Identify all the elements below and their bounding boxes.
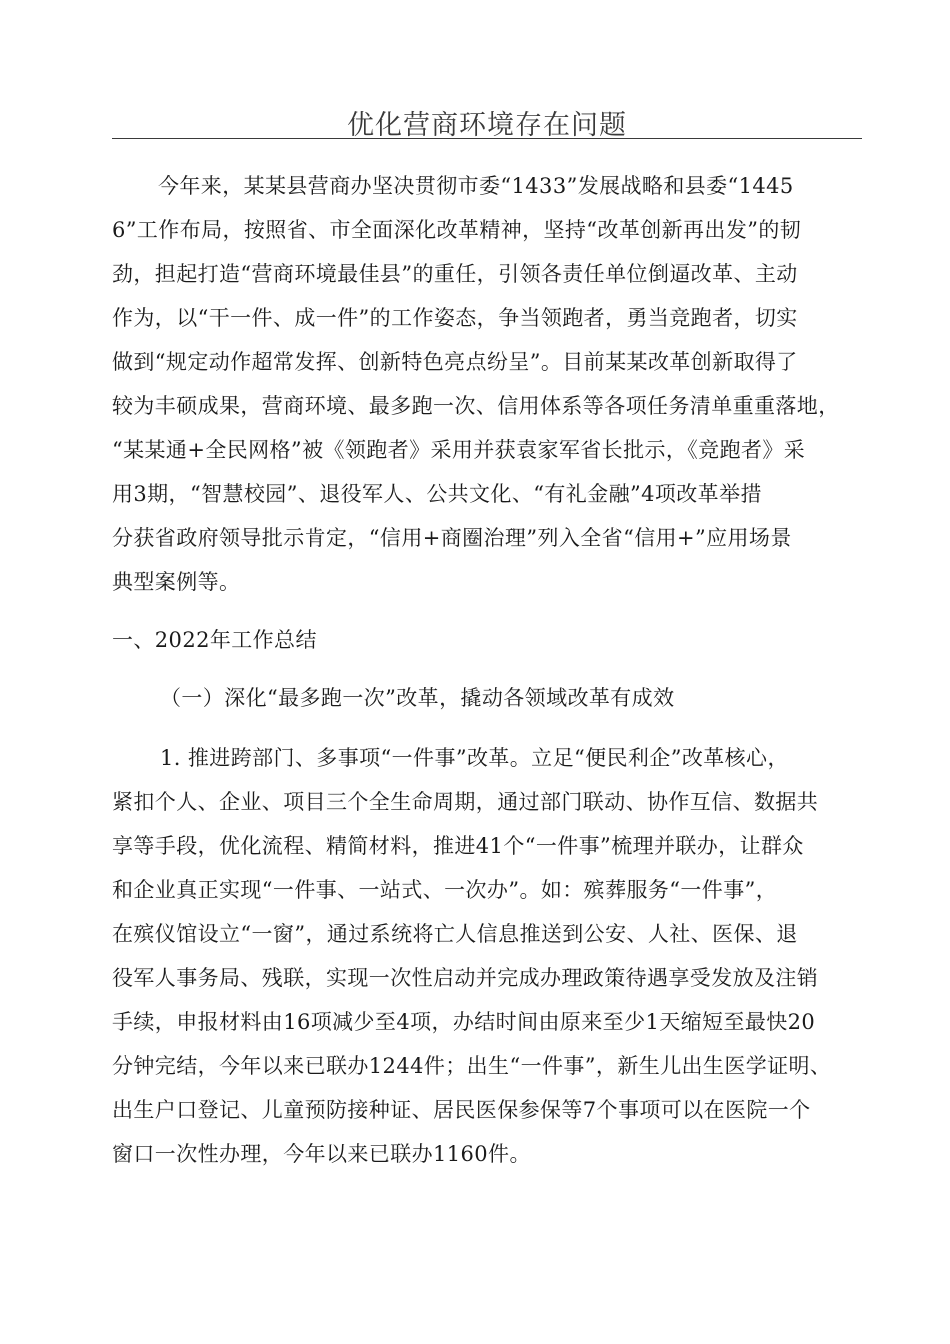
paragraph-line: 用3期，“智慧校园”、退役军人、公共文化、“有礼金融”4项改革举措 <box>112 482 762 506</box>
paragraph-line: 6”工作布局，按照省、市全面深化改革精神，坚持“改革创新再出发”的韧 <box>112 218 802 242</box>
paragraph-line: 手续，申报材料由16项减少至4项，办结时间由原来至少1天缩短至最快20 <box>112 1010 816 1034</box>
subsection-heading: （一）深化“最多跑一次”改革，撬动各领域改革有成效 <box>160 686 675 710</box>
paragraph-line: 今年来，某某县营商办坚决贯彻市委“1433”发展战略和县委“1445 <box>158 174 794 198</box>
paragraph-line: 享等手段，优化流程、精简材料，推进41个“一件事”梳理并联办，让群众 <box>112 834 804 858</box>
paragraph-line: 分获省政府领导批示肯定，“信用+商圈治理”列入全省“信用+”应用场景 <box>112 526 792 550</box>
paragraph-line: 在殡仪馆设立“一窗”，通过系统将亡人信息推送到公安、人社、医保、退 <box>112 922 798 946</box>
paragraph-line: 做到“规定动作超常发挥、创新特色亮点纷呈”。目前某某改革创新取得了 <box>112 350 798 374</box>
paragraph-line: 和企业真正实现“一件事、一站式、一次办”。如：殡葬服务“一件事”， <box>112 878 778 902</box>
paragraph-line: 窗口一次性办理，今年以来已联办1160件。 <box>112 1142 531 1166</box>
paragraph-line: 1. 推进跨部门、多事项“一件事”改革。立足“便民利企”改革核心， <box>160 746 789 770</box>
paragraph-line: 作为，以“干一件、成一件”的工作姿态，争当领跑者，勇当竞跑者，切实 <box>112 306 798 330</box>
paragraph-line: 劲，担起打造“营商环境最佳县”的重任，引领各责任单位倒逼改革、主动 <box>112 262 798 286</box>
paragraph-line: 出生户口登记、儿童预防接种证、居民医保参保等7个事项可以在医院一个 <box>112 1098 811 1122</box>
paragraph-line: 分钟完结，今年以来已联办1244件；出生“一件事”，新生儿出生医学证明、 <box>112 1054 832 1078</box>
section-heading: 一、2022年工作总结 <box>112 628 317 652</box>
paragraph-line: 役军人事务局、残联，实现一次性启动并完成办理政策待遇享受发放及注销 <box>112 966 819 990</box>
paragraph-line: 典型案例等。 <box>112 570 241 594</box>
paragraph-line: 较为丰硕成果，营商环境、最多跑一次、信用体系等各项任务清单重重落地， <box>112 394 840 418</box>
title-block <box>112 100 862 139</box>
paragraph-line: 紧扣个人、企业、项目三个全生命周期，通过部门联动、协作互信、数据共 <box>112 790 819 814</box>
paragraph-line: “某某通+全民网格”被《领跑者》采用并获袁家军省长批示，《竞跑者》采 <box>112 438 806 462</box>
page-title: 优化营商环境存在问题 <box>347 110 627 141</box>
